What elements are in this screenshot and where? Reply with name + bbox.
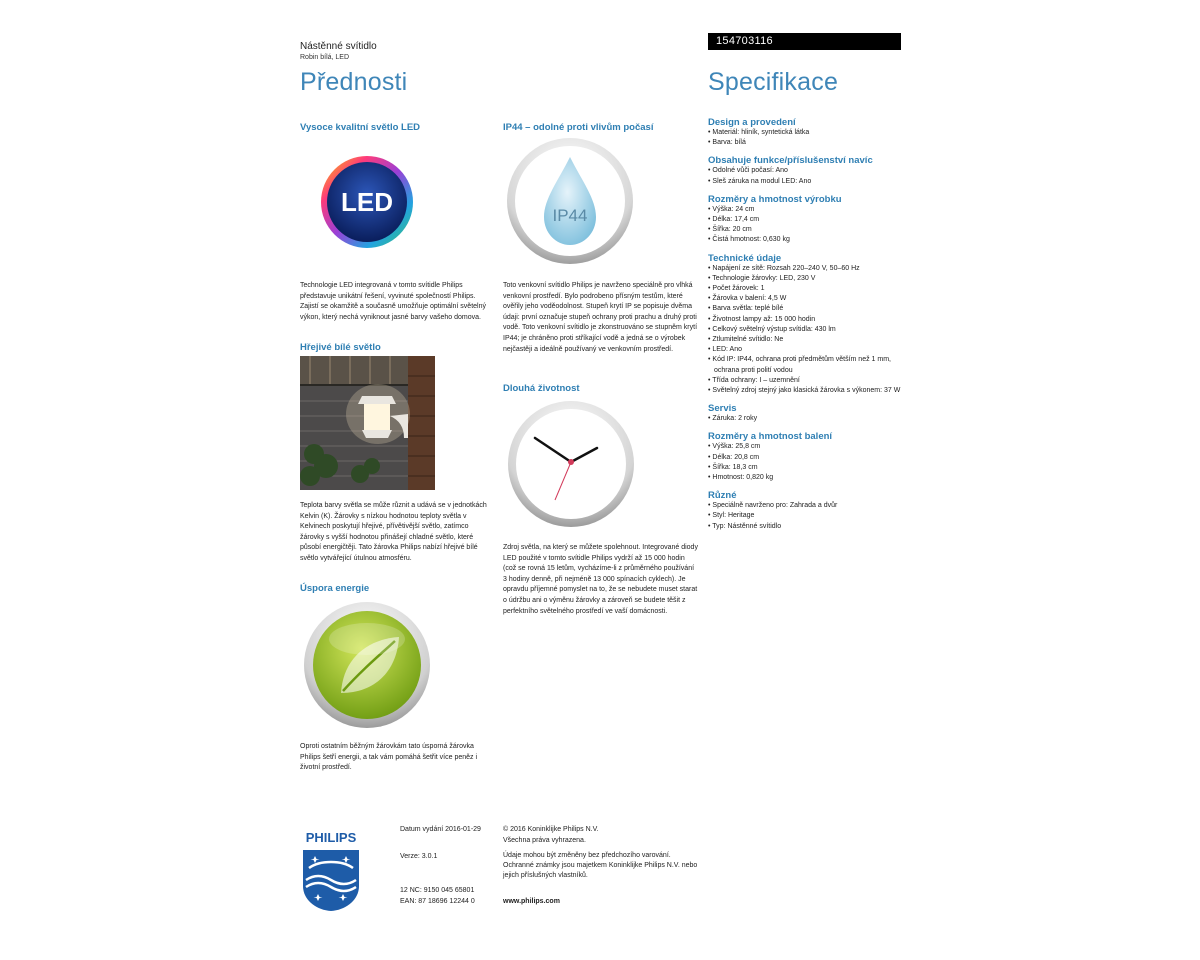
footer-rights: Všechna práva vyhrazena. [503, 837, 586, 844]
product-subtitle: Robin bílá, LED [300, 54, 350, 61]
spec-item: • Šířka: 20 cm [708, 225, 908, 235]
spec-items [708, 442, 908, 483]
spec-item: • Výška: 25,8 cm [708, 442, 908, 452]
water-drop-icon [506, 137, 634, 265]
footer-disclaimer: Údaje mohou být změněny bez předchozího varování. Ochranné známky jsou majetkem Koninklijke Philips N.V. nebo jejich příslušných vlastníků. [503, 852, 698, 879]
led-badge-icon [320, 155, 414, 249]
feature-text-warm-light: Teplota barvy světla se může různit a udává se v jednotkách Kelvin (K). Žárovky s nízkou hodnotou teploty světla v Kelvinech poskytují hřejivé, přívětivější světlo, zatímco žárovky s vyšší hodnotou přinášejí chladné světlo, které působí energičtěji. Tato žárovka Philips nabízí hřejivé bílé světlo vytvářející útulnou atmosféru. [300, 502, 487, 562]
feature-text-long-life: Zdroj světla, na který se můžete spolehnout. Integrované diody LED použité v tomto svítidle Philips vydrží až 15 000 hodin (což se rovná 15 letům, vycházíme-li z průměrného používání 3 hodiny denně, při nejméně 13 000 spínacích cyklech). Je opravdu příjemné pomyslet na to, že se nebudete muset starat o údržbu ani o výměnu žárovky a zároveň se budete těšit z perfektního světelného prostředí ve vaší domácnosti. [503, 544, 698, 615]
spec-section-heading: Rozměry a hmotnost balení [708, 431, 833, 443]
spec-item: • Ztlumitelné svítidlo: Ne [708, 335, 908, 345]
spec-items [708, 501, 908, 532]
spec-item: • Šířka: 18,3 cm [708, 463, 908, 473]
spec-item: • Žárovka v balení: 4,5 W [708, 294, 908, 304]
philips-logo-text: PHILIPS [305, 830, 357, 845]
spec-item: • Barva světla: teplé bílé [708, 304, 908, 314]
spec-item: • Hmotnost: 0,820 kg [708, 473, 908, 483]
product-code: 154703116 [708, 33, 901, 50]
footer-issue-date: Datum vydání 2016-01-29 [400, 826, 481, 833]
spec-section-heading: Design a provedení [708, 117, 796, 128]
spec-item: • Speciálně navrženo pro: Zahrada a dvůr [708, 501, 908, 511]
spec-item: • Výška: 24 cm [708, 205, 908, 215]
spec-item: • Odolné vůči počasí: Ano [708, 166, 908, 176]
spec-item: • Barva: bílá [708, 138, 908, 148]
philips-logo [300, 824, 362, 912]
spec-item: • Záruka: 2 roky [708, 414, 908, 424]
spec-section [708, 431, 908, 483]
spec-section-heading: Servis [708, 403, 737, 415]
spec-item: • Kód IP: IP44, ochrana proti předmětům větším než 1 mm, ochrana proti polití vodou [708, 355, 908, 375]
spec-item: • Styl: Heritage [708, 511, 908, 521]
lamp-photo [300, 356, 435, 490]
spec-items [708, 128, 908, 148]
spec-items [708, 264, 908, 397]
feature-heading-long-life: Dlouhá životnost [503, 383, 580, 394]
spec-item: • Délka: 20,8 cm [708, 453, 908, 463]
product-title: Nástěnné svítidlo [300, 41, 377, 52]
spec-item: • Materiál: hliník, syntetická látka [708, 128, 908, 138]
spec-section-heading: Různé [708, 490, 737, 502]
advantages-title: Přednosti [300, 68, 408, 96]
feature-heading-energy-saving: Úspora energie [300, 583, 370, 594]
footer-version: Verze: 3.0.1 [400, 853, 438, 860]
led-badge-text: LED [341, 187, 393, 217]
spec-section [708, 194, 908, 246]
feature-text-energy-saving: Oproti ostatním běžným žárovkám tato úsporná žárovka Philips šetří energii, a tak vám pomáhá šetřit více peněz i životní prostředí. [300, 743, 478, 772]
spec-item: • Technologie žárovky: LED, 230 V [708, 274, 908, 284]
footer-ean: EAN: 87 18696 12244 0 [400, 898, 475, 905]
spec-section [708, 117, 908, 148]
spec-section-heading: Technické údaje [708, 252, 782, 264]
spec-section [708, 253, 908, 397]
clock-icon [507, 400, 635, 528]
specs-list [708, 117, 908, 532]
feature-text-led: Technologie LED integrovaná v tomto svítidle Philips představuje unikátní řešení, vyvinuté společností Philips. Zajistí se okamžitě a současně umožňuje optimální světelný výkon, který nechá vyniknout jasné barvy vašeho domova. [300, 282, 486, 321]
spec-items [708, 414, 908, 424]
spec-section [708, 490, 908, 532]
feature-heading-ip44: IP44 – odolné proti vlivům počasí [503, 122, 654, 133]
spec-section [708, 403, 908, 424]
feature-text-ip44: Toto venkovní svítidlo Philips je navrženo speciálně pro vlhká venkovní prostředí. Bylo podrobeno přísným testům, které ověřily jeho voděodolnost. Stupeň krytí IP se popisuje dvěma údaji: první označuje stupeň ochrany proti prachu a druhý proti vodě. Toto venkovní svítidlo je zkonstruováno se stupněm krytí IP44; je chráněno proti stříkající vodě a jedná se o výrobek nejčastěji a ideálně používaný ve venkovním prostředí. [503, 282, 698, 353]
specs-title: Specifikace [708, 68, 839, 96]
spec-item: • LED: Ano [708, 345, 908, 355]
spec-item: • Čistá hmotnost: 0,630 kg [708, 235, 908, 245]
spec-item: • Sleš záruka na modul LED: Ano [708, 177, 908, 187]
feature-heading-led: Vysoce kvalitní světlo LED [300, 122, 421, 133]
spec-item: • Počet žárovek: 1 [708, 284, 908, 294]
spec-item: • Životnost lampy až: 15 000 hodin [708, 315, 908, 325]
spec-item: • Napájení ze sítě: Rozsah 220–240 V, 50–60 Hz [708, 264, 908, 274]
spec-section-heading: Obsahuje funkce/příslušenství navíc [708, 155, 873, 167]
spec-item: • Délka: 17,4 cm [708, 215, 908, 225]
feature-heading-warm-light: Hřejivé bílé světlo [300, 342, 381, 353]
spec-item: • Celkový světelný výstup svítidla: 430 lm [708, 325, 908, 335]
leaf-icon [303, 601, 431, 729]
spec-items [708, 205, 908, 246]
ip44-label: IP44 [552, 206, 588, 225]
footer-website[interactable]: www.philips.com [503, 898, 560, 905]
footer-nc: 12 NC: 9150 045 65801 [400, 887, 475, 894]
spec-items [708, 166, 908, 186]
footer-copyright: © 2016 Koninklijke Philips N.V. [503, 826, 599, 833]
spec-item: • Světelný zdroj stejný jako klasická žárovka s výkonem: 37 W [708, 386, 908, 396]
spec-section [708, 155, 908, 186]
spec-item: • Třída ochrany: I – uzemnění [708, 376, 908, 386]
spec-item: • Typ: Nástěnné svítidlo [708, 522, 908, 532]
spec-section-heading: Rozměry a hmotnost výrobku [708, 193, 842, 205]
